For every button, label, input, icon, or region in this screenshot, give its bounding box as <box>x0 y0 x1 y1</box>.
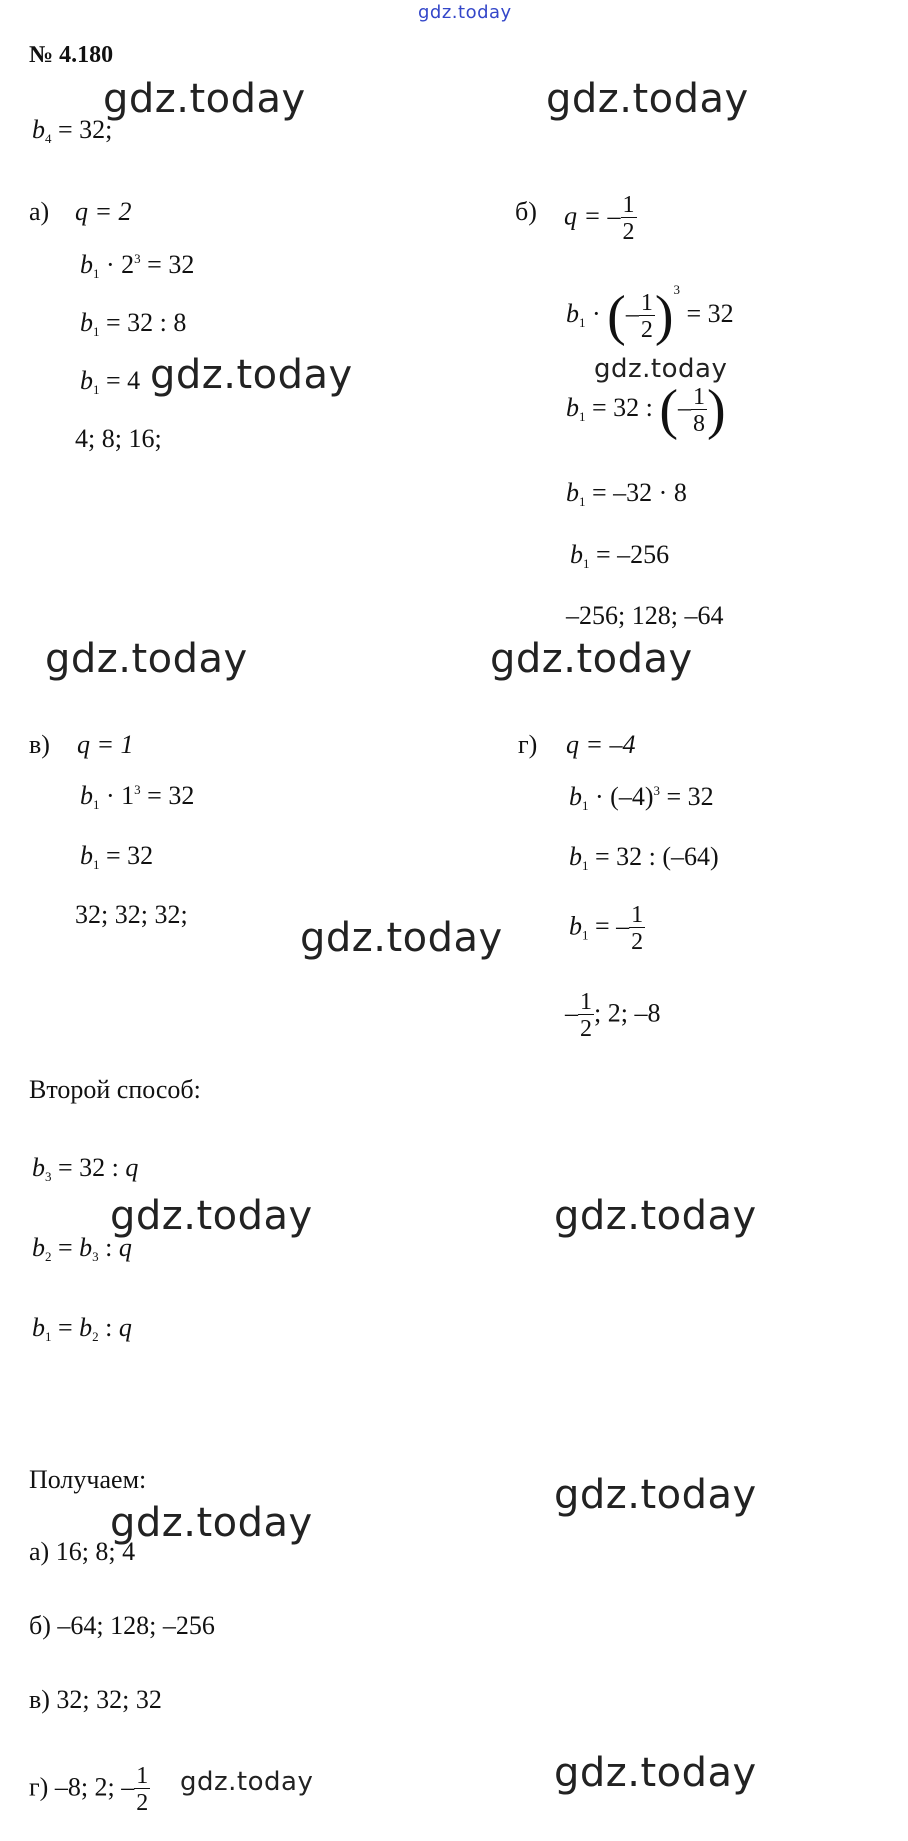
part-c-line1: $b_1 \cdot 1^3 = 32$ <box>80 781 195 812</box>
watermark: gdz.today <box>300 915 503 961</box>
result-d: г) –8; 2; – $\frac{1}{2}$ <box>29 1763 149 1816</box>
watermark: gdz.today <box>554 1193 757 1239</box>
part-b-answer: –256; 128; –64 <box>566 601 724 630</box>
problem-title: № 4.180 <box>29 42 114 68</box>
watermark: gdz.today <box>45 636 248 682</box>
watermark: gdz.today <box>110 1500 313 1546</box>
watermark: gdz.today <box>150 352 353 398</box>
result-b: б) –64; 128; –256 <box>29 1611 215 1640</box>
watermark: gdz.today <box>490 636 693 682</box>
second-method-line1: $b_3 = 32$ : q <box>32 1153 139 1184</box>
given-b4: $b_4 = 32$; <box>32 115 113 146</box>
watermark: gdz.today <box>103 76 306 122</box>
part-a-answer: 4; 8; 16; <box>75 424 162 453</box>
watermark: gdz.today <box>546 76 749 122</box>
watermark: gdz.today <box>594 354 728 384</box>
part-d-line1: $b_1 \cdot (-4)^3 = 32$ <box>569 782 714 813</box>
watermark: gdz.today <box>180 1767 314 1797</box>
watermark: gdz.today <box>554 1472 757 1518</box>
part-d-label: г) <box>518 730 538 759</box>
part-c-label: в) <box>29 730 50 759</box>
part-a-line2: $b_1 = 32$ : 8 <box>80 308 187 339</box>
watermark: gdz.today <box>554 1750 757 1796</box>
second-method-line2: $b_2 = b_3$ : q <box>32 1233 132 1264</box>
result-heading: Получаем: <box>29 1465 147 1494</box>
part-b-q: q = – $\frac{1}{2}$ <box>564 192 635 245</box>
part-b-label: б) <box>515 197 537 226</box>
part-b-line4: $b_1 = -256$ <box>570 540 670 571</box>
result-a: а) 16; 8; 4 <box>29 1537 136 1566</box>
part-a-label: а) <box>29 197 50 226</box>
second-method-line3: $b_1 = b_2$ : q <box>32 1313 132 1344</box>
part-a-line1: $b_1 \cdot 2^3 = 32$ <box>80 250 195 281</box>
part-d-q: q = –4 <box>566 730 636 759</box>
part-a-q: q = 2 <box>75 197 132 226</box>
part-b-line1: $b_1$ · (– $\frac{1}{2}$ )$^3$ = 32 <box>566 282 734 348</box>
part-b-line2: $b_1 = 32$ : (– $\frac{1}{8}$ ) <box>566 379 726 441</box>
part-d-answer: – $\frac{1}{2}$ ; 2; –8 <box>565 989 661 1042</box>
part-b-line3: $b_1 = -32 \cdot 8$ <box>566 478 687 509</box>
result-c: в) 32; 32; 32 <box>29 1685 162 1714</box>
part-c-q: q = 1 <box>77 730 134 759</box>
part-c-line2: $b_1 = 32$ <box>80 841 154 872</box>
second-method-heading: Второй способ: <box>29 1075 201 1104</box>
watermark-top: gdz.today <box>418 2 512 23</box>
part-d-line2: $b_1 = 32$ : (–64) <box>569 842 719 873</box>
watermark: gdz.today <box>110 1193 313 1239</box>
part-d-line3: $b_1$ = – $\frac{1}{2}$ <box>569 902 644 955</box>
part-a-line3: $b_1 = 4$ <box>80 366 141 397</box>
part-c-answer: 32; 32; 32; <box>75 900 188 929</box>
